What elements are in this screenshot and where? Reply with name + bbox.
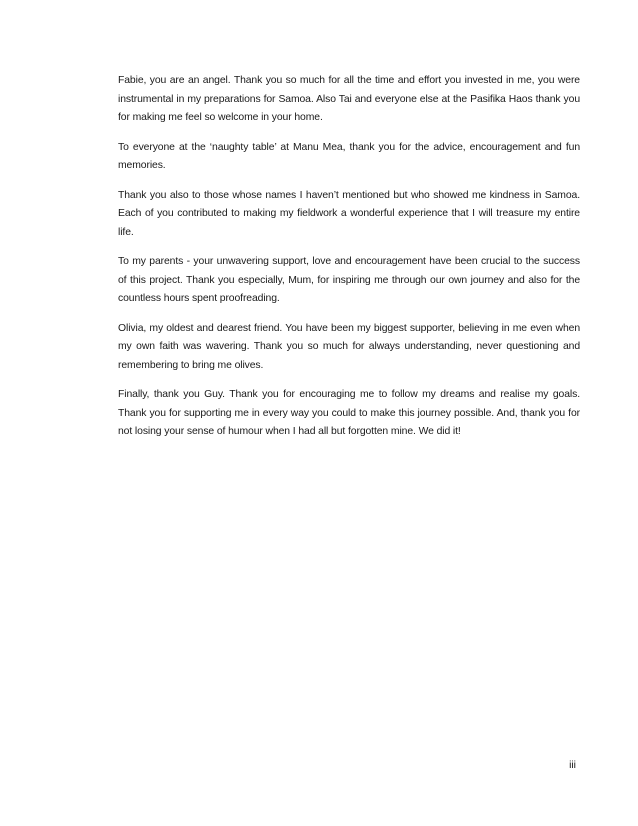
paragraph-fabie: Fabie, you are an angel. Thank you so much for all the time and effort you invested in me, you were instrumental in my preparations for Samoa. Also Tai and everyone else at the Pasifika Haos thank you for making me feel so welcome in your home. — [118, 75, 580, 123]
paragraph-guy: Finally, thank you Guy. Thank you for encouraging me to follow my dreams and realise my goals. Thank you for supporting me in every way you could to make this journey possible. And, thank you for not losing your sense of humour when I had all but forgotten mine. We did it! — [118, 389, 580, 437]
paragraph-samoa-kindness: Thank you also to those whose names I haven’t mentioned but who showed me kindness in Samoa. Each of you contributed to making my fieldwork a wonderful experience that I will treasure my entire life. — [118, 189, 580, 238]
paragraph-naughty-table: To everyone at the ‘naughty table’ at Manu Mea, thank you for the advice, encouragement and fun memories. — [118, 141, 580, 171]
paragraph-olivia: Olivia, my oldest and dearest friend. You have been my biggest supporter, believing in me even when my own faith was wavering. Thank you so much for always understanding, never questioning and remembering to bring me olives. — [118, 322, 580, 371]
page-number: iii — [569, 760, 576, 771]
acknowledgements-body — [118, 72, 580, 453]
paragraph-parents: To my parents - your unwavering support, love and encouragement have been crucial to the success of this project. Thank you especially, Mum, for inspiring me through our own journey and also for the countless hours spent proofreading. — [118, 256, 580, 304]
